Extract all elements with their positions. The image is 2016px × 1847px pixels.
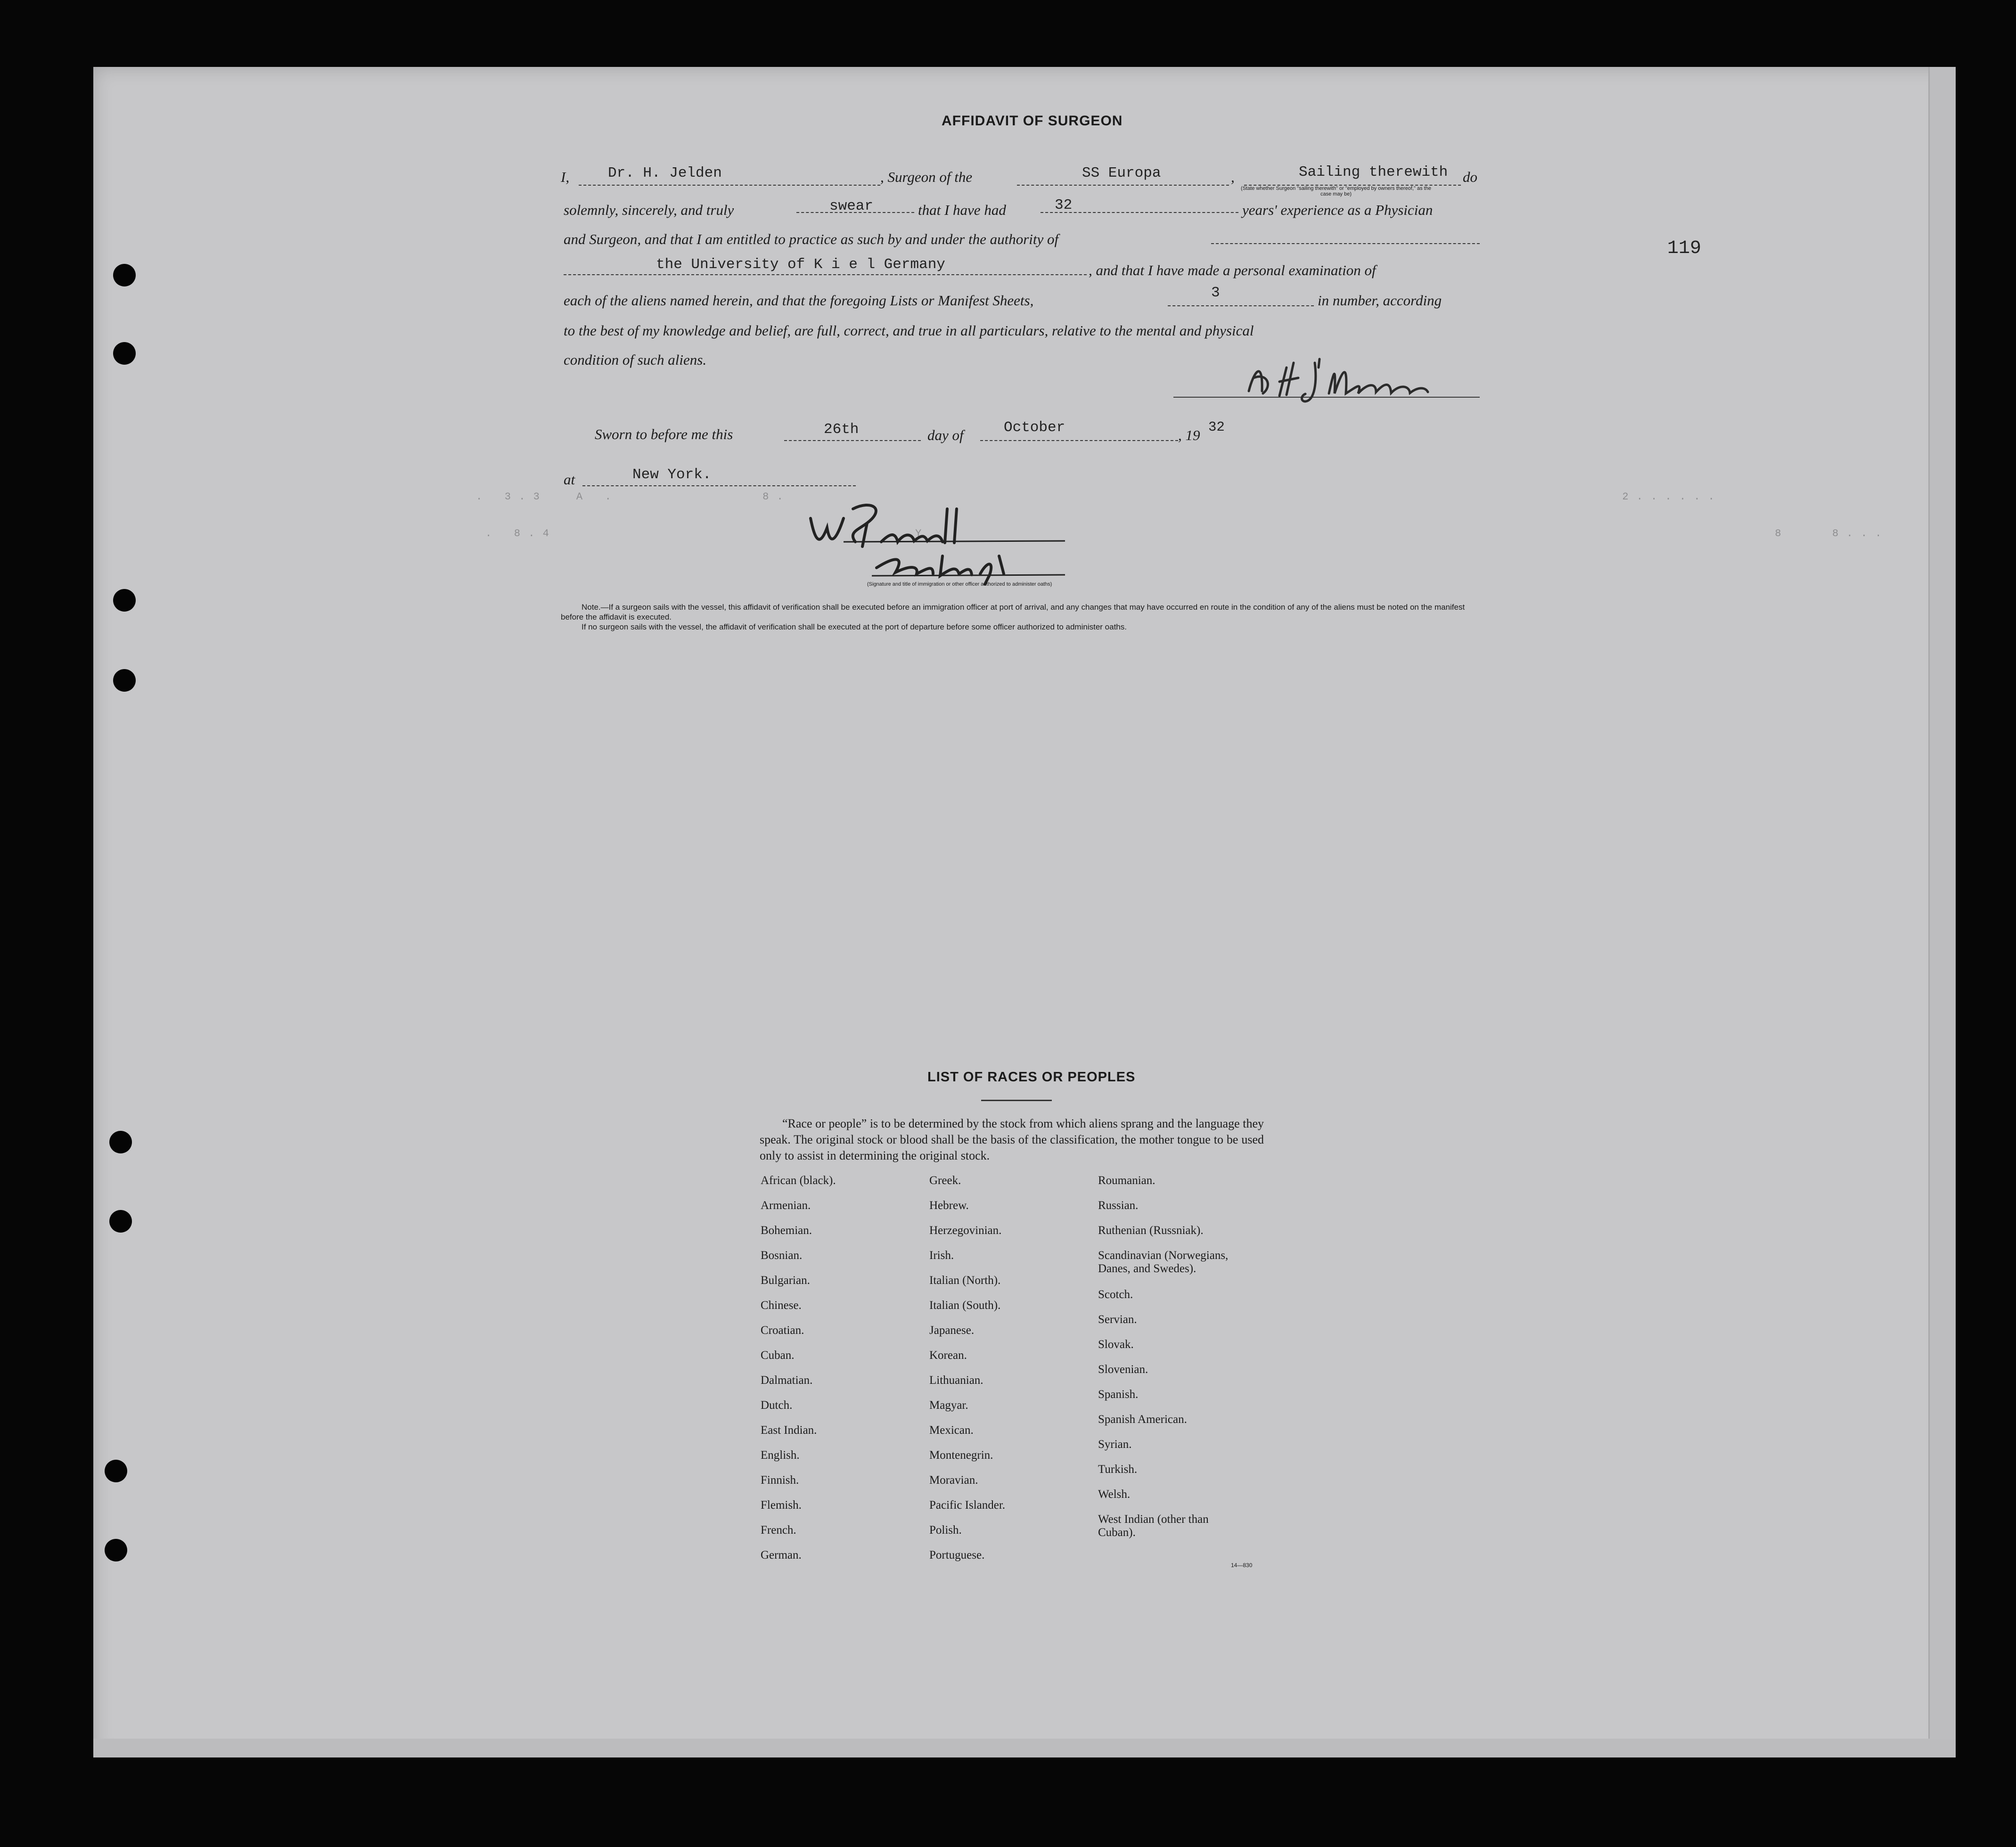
race-item: Finnish.	[761, 1474, 799, 1487]
race-item: Lithuanian.	[929, 1374, 983, 1387]
label-in-number: in number, according	[1318, 292, 1442, 309]
race-item: Dutch.	[761, 1399, 793, 1412]
race-item: West Indian (other than Cuban).	[1098, 1513, 1209, 1539]
label-do: do	[1463, 169, 1477, 185]
race-item: Polish.	[929, 1524, 962, 1536]
binder-hole	[113, 589, 136, 612]
label-each-aliens: each of the aliens named herein, and that the foregoing Lists or Manifest Sheets,	[564, 292, 1034, 309]
race-item: Magyar.	[929, 1399, 968, 1412]
page-number: 119	[1667, 238, 1702, 259]
races-column-2	[929, 1174, 1085, 1574]
race-item: Spanish.	[1098, 1388, 1139, 1401]
race-item: Slovak.	[1098, 1338, 1134, 1351]
sheet-edge	[1928, 67, 1956, 1757]
heading-rule	[981, 1100, 1052, 1101]
fill-line	[564, 274, 1087, 275]
binder-hole	[113, 264, 136, 286]
race-item: German.	[761, 1549, 802, 1561]
label-that-had: that I have had	[918, 202, 1006, 218]
binder-hole	[105, 1460, 127, 1482]
race-item: Servian.	[1098, 1313, 1137, 1326]
label-i: I,	[561, 169, 570, 185]
surgeon-name-field: Dr. H. Jelden	[608, 165, 722, 181]
race-item: Scotch.	[1098, 1288, 1133, 1301]
sailing-note: (State whether Surgeon "sailing therewith" or "employed by owners thereof," as the case may be)	[1241, 186, 1431, 197]
race-item: Bulgarian.	[761, 1274, 810, 1287]
race-item: Irish.	[929, 1249, 954, 1262]
officer-caption: (Signature and title of immigration or other officer authorized to administer oaths)	[867, 581, 1052, 587]
races-column-3	[1098, 1174, 1258, 1541]
years-field: 32	[1055, 197, 1073, 213]
race-item: Welsh.	[1098, 1488, 1131, 1501]
races-heading: LIST OF RACES OR PEOPLES	[927, 1070, 1136, 1085]
race-item: African (black).	[761, 1174, 836, 1187]
race-item: Montenegrin.	[929, 1449, 993, 1462]
officer-signature	[801, 490, 1131, 589]
race-item: Mexican.	[929, 1424, 974, 1437]
form-number: 14—830	[1231, 1562, 1253, 1569]
affidavit-heading: AFFIDAVIT OF SURGEON	[942, 113, 1123, 129]
race-item: Bohemian.	[761, 1224, 812, 1237]
race-item: Pacific Islander.	[929, 1499, 1006, 1512]
races-column-1	[761, 1174, 916, 1574]
label-personal-exam: , and that I have made a personal examination of	[1089, 262, 1376, 278]
note-paragraph-1: Note.—If a surgeon sails with the vessel, this affidavit of verification shall be executed before an immigration officer at port of arrival, and any changes that may have occurred en route in the condition of any of the aliens must be noted on the manifest before the affidavit is executed.	[561, 603, 1465, 621]
race-item: Dalmatian.	[761, 1374, 813, 1387]
sailing-status-field: Sailing therewith	[1299, 164, 1448, 180]
race-item: Herzegovinian.	[929, 1224, 1002, 1237]
label-years-experience: years' experience as a Physician	[1242, 202, 1433, 218]
text-line-7: condition of such aliens.	[564, 351, 707, 368]
race-item: Roumanian.	[1098, 1174, 1156, 1187]
fill-line	[1168, 305, 1314, 306]
race-item: Flemish.	[761, 1499, 802, 1512]
label-solemnly: solemnly, sincerely, and truly	[564, 202, 734, 218]
race-item: Spanish American.	[1098, 1413, 1187, 1426]
text-line-6: to the best of my knowledge and belief, are full, correct, and true in all particulars, relative to the mental and physical	[564, 322, 1254, 339]
binder-hole	[105, 1539, 127, 1561]
race-item: Cuban.	[761, 1349, 795, 1362]
race-item: Russian.	[1098, 1199, 1139, 1212]
race-item: Scandinavian (Norwegians, Danes, and Swedes).	[1098, 1249, 1229, 1275]
race-item: Turkish.	[1098, 1463, 1138, 1476]
sheets-count-field: 3	[1211, 285, 1220, 301]
label-sworn: Sworn to before me this	[595, 426, 733, 442]
oath-field: swear	[829, 198, 874, 214]
text-line-3: and Surgeon, and that I am entitled to practice as such by and under the authority of	[564, 231, 1059, 247]
fill-line	[1211, 243, 1480, 244]
sworn-place-field: New York.	[632, 466, 712, 483]
race-item: Greek.	[929, 1174, 961, 1187]
fill-line	[582, 485, 856, 486]
race-item: Italian (South).	[929, 1299, 1001, 1312]
race-item: Syrian.	[1098, 1438, 1132, 1451]
label-comma: ,	[1231, 169, 1235, 185]
sheet-bottom-edge	[93, 1739, 1956, 1757]
race-item: Hebrew.	[929, 1199, 969, 1212]
authority-field: the University of K i e l Germany	[656, 256, 945, 273]
race-item: Croatian.	[761, 1324, 804, 1337]
race-item: Bosnian.	[761, 1249, 803, 1262]
race-item: Armenian.	[761, 1199, 811, 1212]
race-item: East Indian.	[761, 1424, 817, 1437]
sworn-year-field: 32	[1208, 419, 1225, 435]
sworn-month-field: October	[1004, 419, 1065, 436]
label-at: at	[564, 471, 575, 488]
binder-hole	[113, 342, 136, 365]
binder-hole	[113, 669, 136, 692]
race-item: Slovenian.	[1098, 1363, 1148, 1376]
race-item: French.	[761, 1524, 796, 1536]
label-year-prefix: , 19	[1178, 427, 1200, 443]
ship-name-field: SS Europa	[1082, 165, 1161, 181]
race-item: Korean.	[929, 1349, 967, 1362]
race-item: Moravian.	[929, 1474, 978, 1487]
note-paragraph-2: If no surgeon sails with the vessel, the affidavit of verification shall be executed at the port of departure before some officer authorized to administer oaths.	[582, 622, 1127, 631]
race-item: Italian (North).	[929, 1274, 1001, 1287]
fill-line	[579, 185, 880, 186]
races-intro: “Race or people” is to be determined by the stock from which aliens sprang and the language they speak. The original stock or blood shall be the basis of the classification, the mother tongue to be used only to assist in determining the original stock.	[760, 1117, 1264, 1162]
race-item: Japanese.	[929, 1324, 975, 1337]
fill-line	[1017, 185, 1229, 186]
race-item: Chinese.	[761, 1299, 802, 1312]
label-surgeon-of: , Surgeon of the	[880, 169, 973, 185]
sworn-day-field: 26th	[824, 421, 859, 438]
fill-line	[980, 440, 1178, 441]
race-item: Ruthenian (Russniak).	[1098, 1224, 1204, 1237]
race-item: English.	[761, 1449, 800, 1462]
binder-hole	[109, 1210, 132, 1233]
binder-hole	[109, 1131, 132, 1153]
bleed-through-text: . 8 . 4 Y 8 8 . . .	[485, 528, 1883, 539]
race-item: Portuguese.	[929, 1549, 985, 1561]
surgeon-signature	[1235, 349, 1480, 405]
bleed-through-text: . 3 . 3 A . 8 . 2 . . . . . .	[476, 491, 1715, 503]
label-day-of: day of	[927, 427, 964, 443]
fill-line	[784, 440, 921, 441]
